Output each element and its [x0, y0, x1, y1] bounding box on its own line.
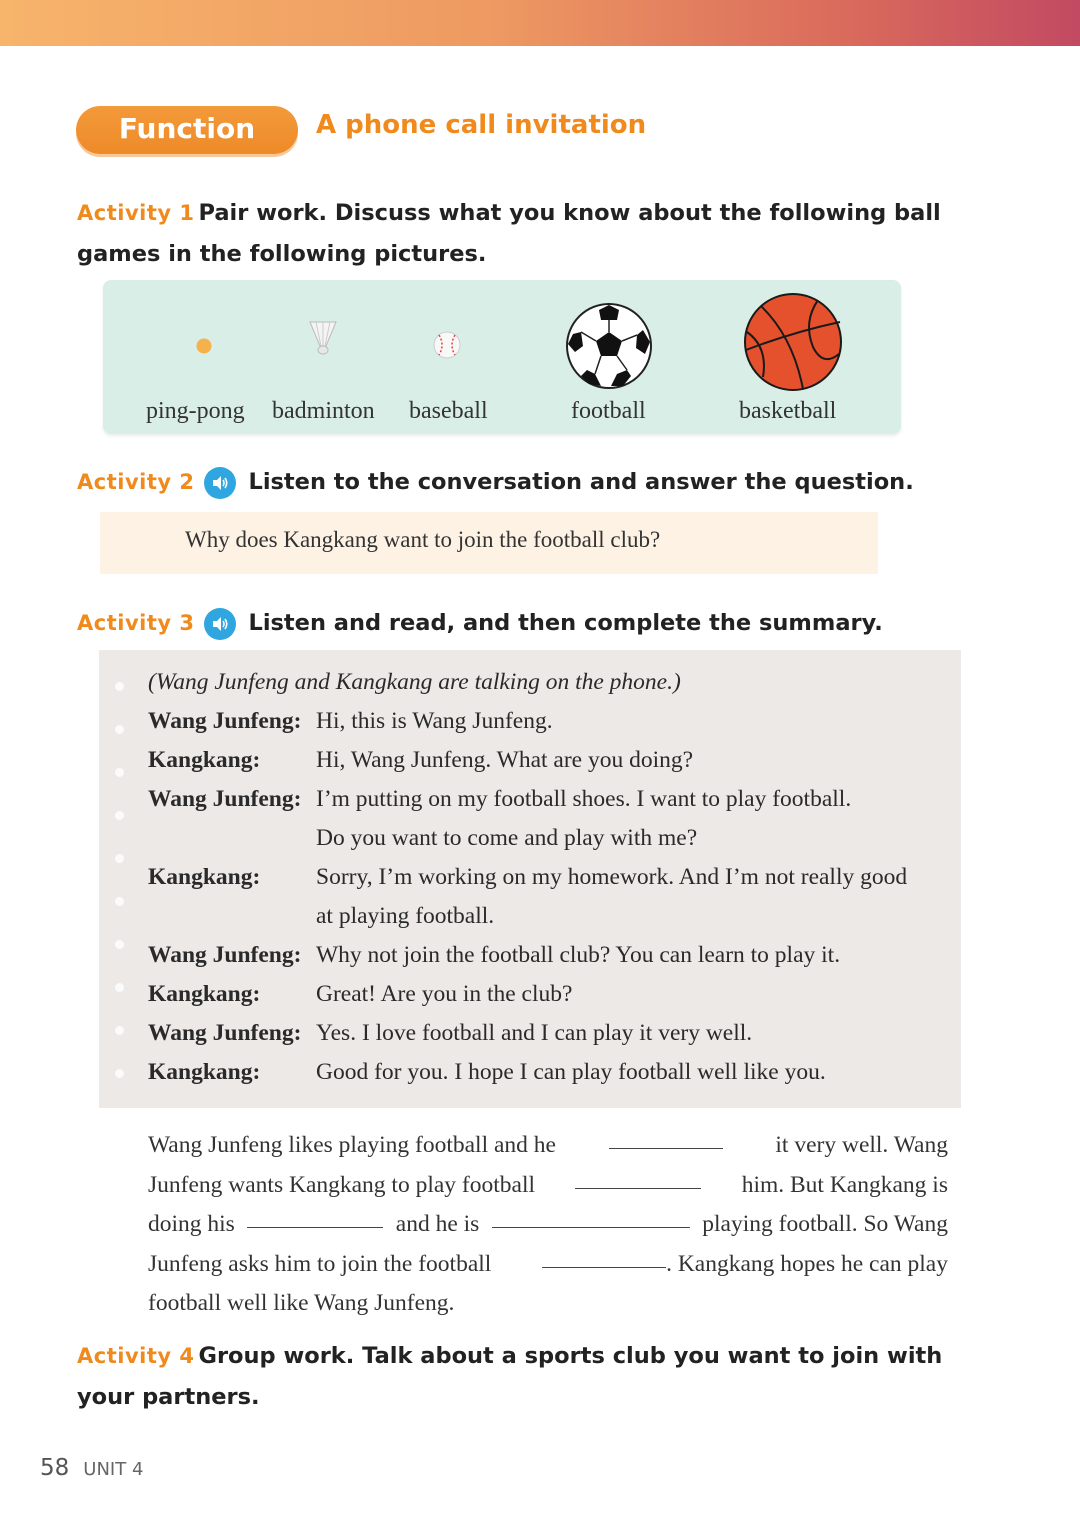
decor-dot	[115, 940, 124, 949]
dialogue-line	[148, 708, 553, 735]
dialogue-text: Great! Are you in the club?	[316, 981, 573, 1007]
dialogue-line	[148, 1059, 826, 1086]
summary-text: and he is	[395, 1211, 480, 1237]
top-banner	[0, 0, 1080, 46]
summary-text: football well like Wang Junfeng.	[148, 1290, 455, 1316]
decor-dot	[115, 725, 124, 734]
ball-label-ping-pong: ping-pong	[146, 398, 245, 424]
dialogue-line	[148, 825, 697, 852]
baseball-icon	[432, 330, 462, 360]
ball-label-baseball: baseball	[409, 398, 488, 424]
fill-blank[interactable]	[492, 1205, 690, 1228]
speaker-name: Wang Junfeng:	[148, 1020, 302, 1046]
dialogue-text: Sorry, I’m working on my homework. And I’m not really good	[316, 864, 908, 890]
function-badge	[76, 106, 298, 154]
summary-text: playing football. So Wang	[702, 1211, 948, 1237]
dialogue-line	[148, 786, 851, 813]
dialogue-box	[99, 650, 961, 1108]
dialogue-line	[148, 942, 840, 969]
activity1-heading	[77, 194, 941, 276]
decor-dot	[115, 897, 124, 906]
decor-dot	[115, 1069, 124, 1078]
activity4-instruction-line2: your partners.	[77, 1384, 260, 1410]
fill-blank[interactable]	[542, 1245, 666, 1268]
summary-line	[148, 1284, 948, 1324]
decor-dot	[115, 983, 124, 992]
summary-paragraph	[148, 1126, 948, 1324]
fill-blank[interactable]	[575, 1166, 701, 1189]
summary-text: doing his	[148, 1211, 235, 1237]
audio-speaker-icon[interactable]	[204, 608, 236, 640]
basketball-icon	[743, 292, 843, 392]
activity2-instruction: Listen to the conversation and answer the question.	[248, 469, 914, 495]
fill-blank[interactable]	[609, 1126, 723, 1149]
summary-text: Junfeng wants Kangkang to play football	[148, 1171, 536, 1198]
dialogue-text: Why not join the football club? You can learn to play it.	[316, 942, 841, 968]
activity4-label: Activity 4	[77, 1344, 195, 1368]
dialogue-line	[148, 864, 907, 891]
activity4-heading	[77, 1337, 942, 1419]
decor-dot	[115, 1026, 124, 1035]
speaker-name: Wang Junfeng:	[148, 786, 302, 812]
ball-games-panel	[103, 280, 901, 434]
shuttlecock-icon	[306, 320, 340, 358]
activity2-label: Activity 2	[77, 470, 195, 494]
ball-label-football: football	[571, 398, 646, 424]
summary-line	[148, 1205, 948, 1245]
summary-text: it very well. Wang	[775, 1132, 948, 1158]
summary-line	[148, 1245, 948, 1285]
summary-text: Wang Junfeng likes playing football and he	[148, 1132, 556, 1158]
activity1-instruction-line2: games in the following pictures.	[77, 241, 487, 267]
speaker-name: Wang Junfeng:	[148, 942, 302, 968]
dialogue-line	[148, 747, 693, 774]
decor-dot	[115, 854, 124, 863]
speaker-name: Kangkang:	[148, 981, 261, 1007]
activity3-instruction: Listen and read, and then complete the summary.	[248, 610, 883, 636]
activity3-heading	[77, 604, 883, 645]
page-number: 58	[40, 1455, 70, 1481]
football-icon	[565, 302, 653, 390]
dialogue-text: Hi, Wang Junfeng. What are you doing?	[316, 747, 694, 773]
audio-speaker-icon[interactable]	[204, 467, 236, 499]
dialogue-text: Good for you. I hope I can play football well like you.	[316, 1059, 826, 1085]
summary-text: Junfeng asks him to join the football	[148, 1250, 492, 1277]
ping-pong-ball-icon	[196, 338, 212, 354]
ball-label-badminton: badminton	[272, 398, 375, 424]
section-title: A phone call invitation	[316, 110, 647, 140]
activity2-heading	[77, 463, 914, 504]
page-footer	[40, 1455, 143, 1481]
summary-tail	[542, 1245, 948, 1285]
summary-line	[148, 1126, 948, 1166]
question-text: Why does Kangkang want to join the football club?	[185, 527, 661, 552]
decor-dot	[115, 768, 124, 777]
dialogue-text: I’m putting on my football shoes. I want to play football.	[316, 786, 852, 812]
ball-label-basketball: basketball	[739, 398, 837, 424]
dialogue-line	[148, 1020, 752, 1047]
decor-dot	[115, 682, 124, 691]
summary-line	[148, 1166, 948, 1206]
summary-text: . Kangkang hopes he can play	[666, 1250, 948, 1277]
activity1-instruction-line1: Pair work. Discuss what you know about the following ball	[198, 200, 941, 226]
stage-direction: (Wang Junfeng and Kangkang are talking on the phone.)	[148, 669, 681, 695]
unit-label: UNIT 4	[83, 1459, 144, 1480]
speaker-name: Kangkang:	[148, 1059, 261, 1085]
question-box	[100, 512, 878, 574]
speaker-name: Wang Junfeng:	[148, 708, 302, 734]
dialogue-text: at playing football.	[316, 903, 495, 929]
dialogue-line	[148, 903, 494, 930]
dialogue-line	[148, 981, 572, 1008]
speaker-name: Kangkang:	[148, 864, 261, 890]
activity3-label: Activity 3	[77, 611, 195, 635]
decor-dot	[115, 811, 124, 820]
speaker-name: Kangkang:	[148, 747, 261, 773]
dialogue-text: Yes. I love football and I can play it very well.	[316, 1020, 753, 1046]
dialogue-text: Do you want to come and play with me?	[316, 825, 698, 851]
activity1-label: Activity 1	[77, 201, 195, 225]
activity4-instruction-line1: Group work. Talk about a sports club you want to join with	[198, 1343, 943, 1369]
summary-text: him. But Kangkang is	[741, 1171, 948, 1198]
function-label: Function	[118, 112, 256, 145]
fill-blank[interactable]	[247, 1205, 383, 1228]
dialogue-text: Hi, this is Wang Junfeng.	[316, 708, 553, 734]
